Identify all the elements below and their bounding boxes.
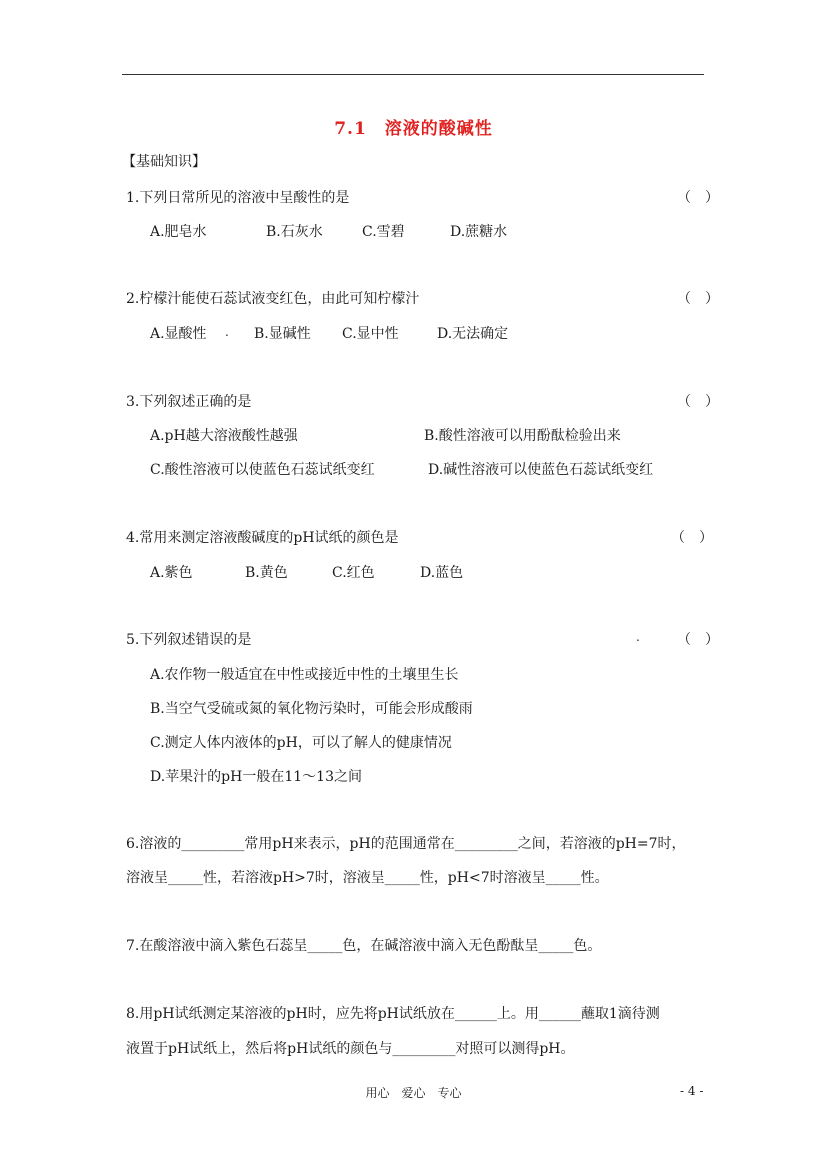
question-5-stem: 5.下列叙述错误的是 bbox=[126, 632, 252, 648]
question-4-option-d: D.蓝色 bbox=[420, 565, 464, 581]
question-2-option-c: C.显中性 bbox=[342, 326, 399, 342]
footer-motto: 用心 爱心 专心 bbox=[365, 1086, 462, 1100]
header-rule bbox=[122, 74, 704, 75]
question-5-option-d: D.苹果汁的pH一般在11～13之间 bbox=[150, 769, 362, 785]
question-2-option-b: B.显碱性 bbox=[254, 326, 311, 342]
stray-dot: . bbox=[225, 325, 229, 339]
question-8-line-1: 8.用pH试纸测定某溶液的pH时，应先将pH试纸放在______上。用______蘸取1滴待测 bbox=[126, 1006, 660, 1022]
stray-dot: . bbox=[636, 630, 640, 644]
question-3-option-a: A.pH越大溶液酸性越强 bbox=[150, 428, 298, 444]
question-2-answer-paren: （ ） bbox=[677, 291, 719, 307]
question-1-stem: 1.下列日常所见的溶液中呈酸性的是 bbox=[126, 190, 350, 206]
question-4-stem: 4.常用来测定溶液酸碱度的pH试纸的颜色是 bbox=[126, 530, 399, 546]
question-4-answer-paren: （ ） bbox=[671, 530, 713, 546]
page-title: 7.1 溶液的酸碱性 bbox=[334, 119, 493, 139]
question-4-option-c: C.红色 bbox=[332, 565, 375, 581]
question-5-option-c: C.测定人体内液体的pH，可以了解人的健康情况 bbox=[150, 735, 452, 751]
question-3-option-c: C.酸性溶液可以使蓝色石蕊试纸变红 bbox=[150, 462, 375, 478]
question-3-option-b: B.酸性溶液可以用酚酞检验出来 bbox=[424, 428, 621, 444]
question-5-option-a: A.农作物一般适宜在中性或接近中性的土壤里生长 bbox=[150, 667, 459, 683]
question-1-option-a: A.肥皂水 bbox=[150, 224, 207, 240]
question-1-option-c: C.雪碧 bbox=[362, 224, 405, 240]
question-1-option-b: B.石灰水 bbox=[266, 224, 323, 240]
question-1-answer-paren: （ ） bbox=[677, 190, 719, 206]
question-4-option-a: A.紫色 bbox=[150, 565, 193, 581]
page-number: - 4 - bbox=[680, 1084, 704, 1098]
question-8-line-2: 液置于pH试纸上，然后将pH试纸的颜色与_________对照可以测得pH。 bbox=[126, 1041, 575, 1057]
section-heading: 【基础知识】 bbox=[122, 154, 206, 170]
question-1-option-d: D.蔗糖水 bbox=[450, 224, 508, 240]
question-5-answer-paren: （ ） bbox=[677, 632, 719, 648]
question-2-option-d: D.无法确定 bbox=[437, 326, 509, 342]
question-2-option-a: A.显酸性 bbox=[150, 326, 207, 342]
question-3-answer-paren: （ ） bbox=[677, 394, 719, 410]
question-4-option-b: B.黄色 bbox=[245, 565, 288, 581]
question-7-line-1: 7.在酸溶液中滴入紫色石蕊呈_____色，在碱溶液中滴入无色酚酞呈_____色。 bbox=[126, 938, 602, 954]
question-2-stem: 2.柠檬汁能使石蕊试液变红色，由此可知柠檬汁 bbox=[126, 291, 420, 307]
question-6-line-1: 6.溶液的_________常用pH来表示，pH的范围通常在_________之间，若溶液的pH=7时， bbox=[126, 836, 686, 852]
question-6-line-2: 溶液呈_____性，若溶液pH>7时，溶液呈_____性，pH<7时溶液呈_____性。 bbox=[126, 870, 609, 886]
question-3-option-d: D.碱性溶液可以使蓝色石蕊试纸变红 bbox=[428, 462, 654, 478]
question-3-stem: 3.下列叙述正确的是 bbox=[126, 394, 252, 410]
question-5-option-b: B.当空气受硫或氮的氧化物污染时，可能会形成酸雨 bbox=[150, 701, 473, 717]
